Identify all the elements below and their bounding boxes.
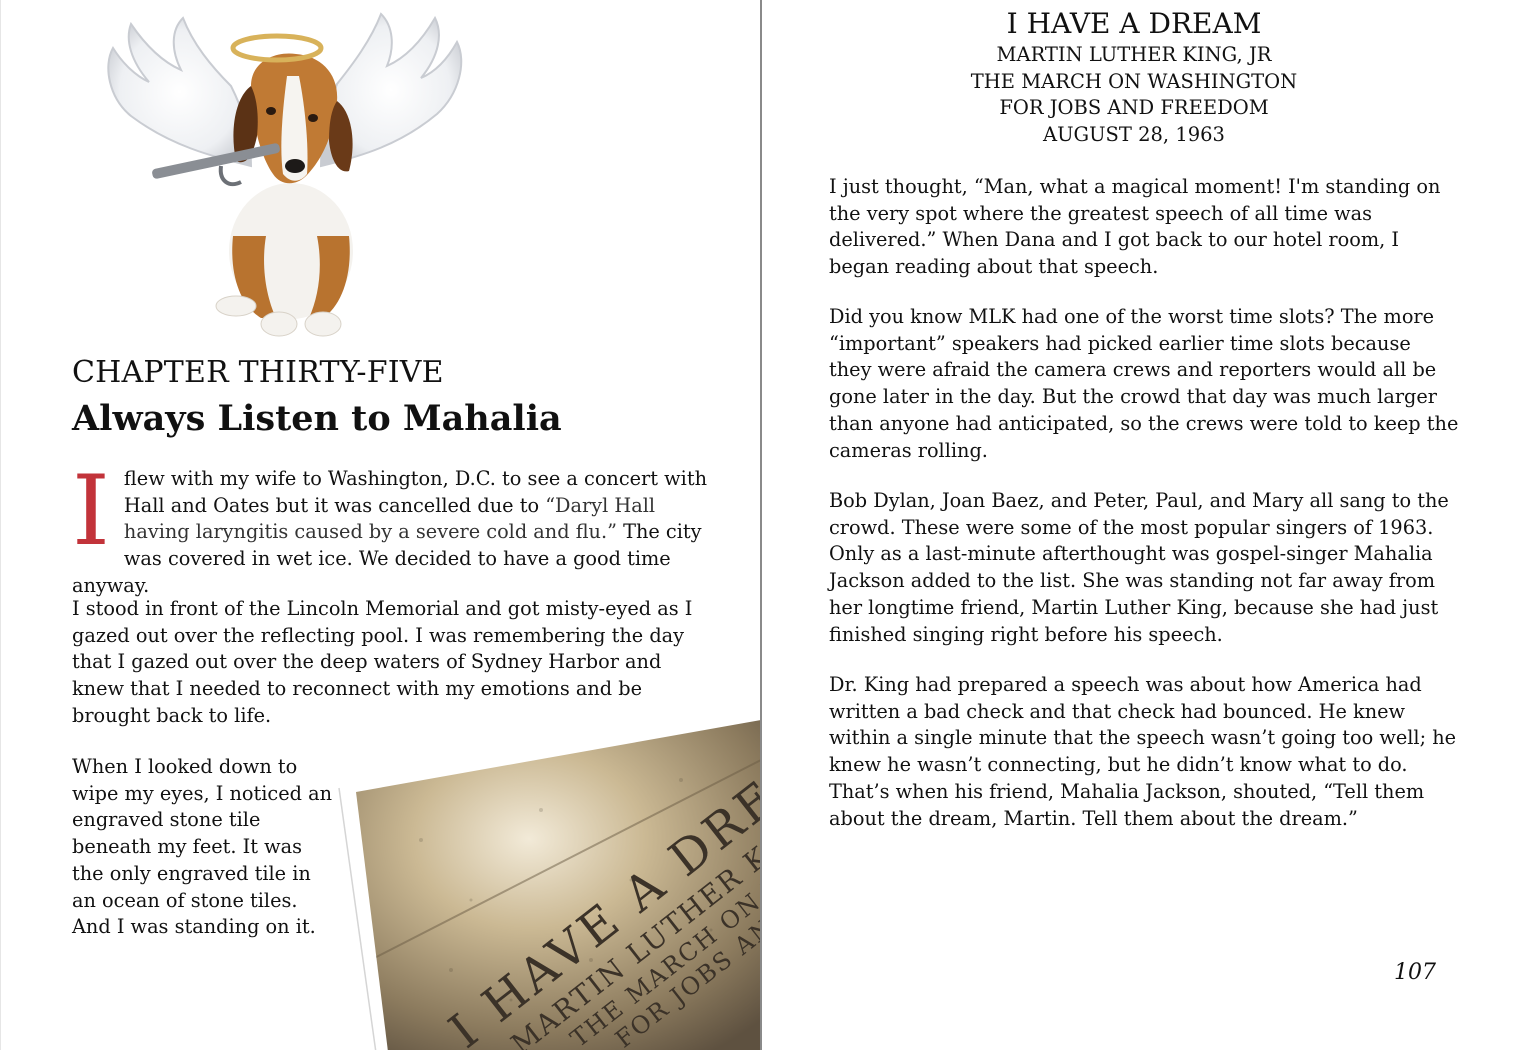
paragraph-1-text-start: flew with my wife to Washington, D.C. to see a concert with Hall and Oates but it was cancelled due to — [123, 467, 707, 517]
speech-event: THE MARCH ON WASHINGTON — [970, 69, 1298, 93]
page-number: 107 — [1394, 960, 1436, 985]
drop-cap: I — [72, 455, 110, 567]
paragraph-1-quote: “Daryl Hall having laryngitis caused by a severe cold and flu.” — [123, 493, 656, 544]
right-paragraph-3: Bob Dylan, Joan Baez, and Peter, Paul, and Mary all sang to the crowd. These were some of the most popular singers of 1963. Only as a last-minute afterthought was gospel-singer Mahalia Jackson added to the list. She was standing not far away from her longtime friend, Martin Luther King, because she had just finished singing right before his speech. — [829, 489, 1449, 646]
paragraph-3: When I looked down to wipe my eyes, I noticed an engraved stone tile beneath my feet. It was the only engraved tile in an ocean of stone tiles. And I was standing on it. — [72, 755, 333, 939]
speech-header — [762, 6, 1516, 149]
paragraph-2: I stood in front of the Lincoln Memorial and got misty-eyed as I gazed out over the reflecting pool. I was remembering the day that I gazed out over the deep waters of Sydney Harbor and knew that I needed to reconnect with my emotions and be brought back to life. — [72, 597, 693, 727]
speech-event-subtitle: FOR JOBS AND FREEDOM — [999, 96, 1269, 120]
right-paragraph-4: Dr. King had prepared a speech was about how America had written a bad check and that check had bounced. He knew within a single minute that the speech wasn’t going too well; he knew he wasn’t connecting, but he didn’t know what to do. That’s when his friend, Mahalia Jackson, shouted, “Tell them about the dream, Martin. Tell them about the dream.” — [829, 673, 1457, 830]
paragraph-1-text-end: The city was covered in wet ice. We decided to have a good time anyway. — [72, 520, 702, 597]
speech-author: MARTIN LUTHER KING, JR — [996, 43, 1272, 66]
angel-beagle-illustration — [101, 6, 476, 346]
chapter-label: CHAPTER THIRTY-FIVE — [72, 355, 444, 390]
speech-date: AUGUST 28, 1963 — [1043, 123, 1225, 147]
stone-tile-photo — [331, 720, 761, 1050]
speech-title: I HAVE A DREAM — [1006, 7, 1262, 40]
right-paragraph-1: I just thought, “Man, what a magical moment! I'm standing on the very spot where the greatest speech of all time was delivered.” When Dana and I got back to our hotel room, I began reading about that speech. — [829, 175, 1441, 279]
left-wing — [108, 18, 251, 166]
chapter-title: Always Listen to Mahalia — [72, 398, 562, 439]
right-paragraph-2: Did you know MLK had one of the worst time slots? The more “important” speakers had picked earlier time slots because they were afraid the camera crews and reporters would all be gone later in the day. But the crowd that day was much larger than anyone had anticipated, so the crews were told to keep the cameras rolling. — [829, 305, 1459, 462]
right-page — [762, 0, 1516, 1050]
paragraph-1 — [72, 455, 712, 600]
